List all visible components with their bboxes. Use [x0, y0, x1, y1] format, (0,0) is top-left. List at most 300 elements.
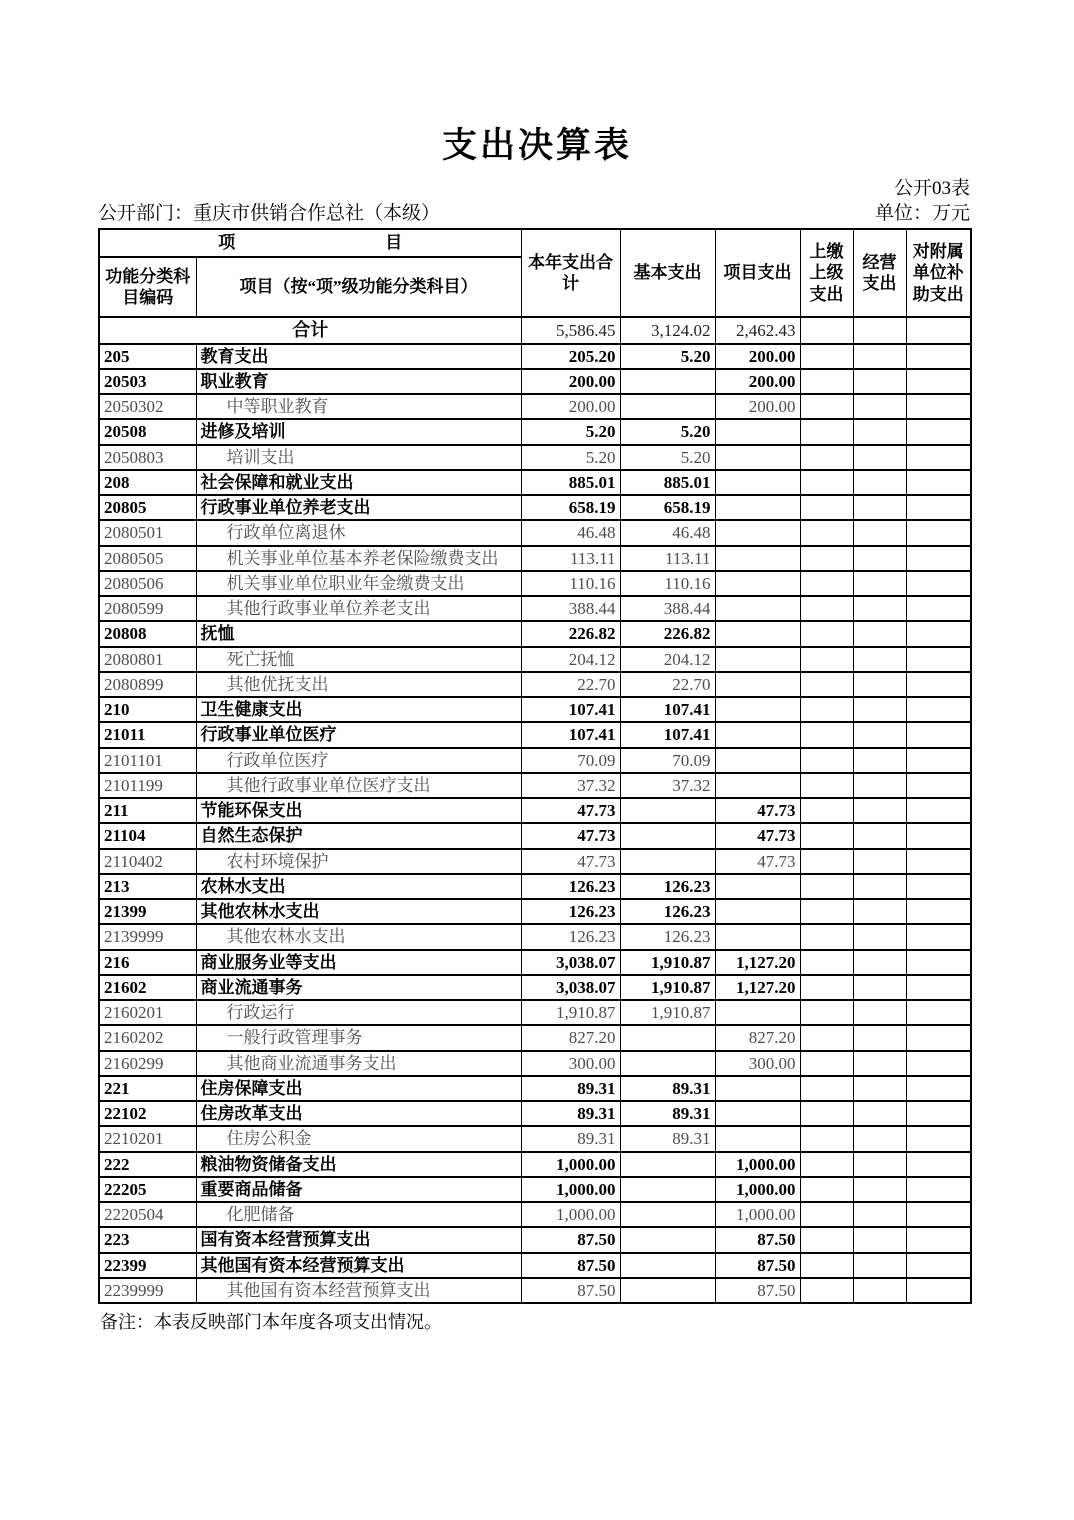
header-upper: 上缴上级支出 — [800, 229, 853, 317]
row-total-value: 200.00 — [521, 369, 620, 394]
row-subsidy-value — [906, 419, 971, 444]
row-subsidy-value — [906, 672, 971, 697]
row-basic-value — [620, 369, 715, 394]
row-total-value: 89.31 — [521, 1126, 620, 1151]
row-item-name: 住房公积金 — [196, 1126, 521, 1151]
row-subsidy-value — [906, 1101, 971, 1126]
row-basic-value — [620, 1152, 715, 1177]
row-code: 21011 — [99, 722, 196, 747]
row-code: 211 — [99, 798, 196, 823]
row-upper-value — [800, 647, 853, 672]
row-subsidy-value — [906, 899, 971, 924]
row-operating-value — [853, 1126, 906, 1151]
row-total-value: 5.20 — [521, 419, 620, 444]
row-project-value — [715, 596, 800, 621]
row-item-name: 死亡抚恤 — [196, 647, 521, 672]
row-subsidy-value — [906, 1025, 971, 1050]
row-total-value: 126.23 — [521, 899, 620, 924]
row-item-name: 其他国有资本经营预算支出 — [196, 1253, 521, 1278]
total-row-operating-value — [853, 317, 906, 344]
row-upper-value — [800, 950, 853, 975]
row-project-value — [715, 470, 800, 495]
row-subsidy-value — [906, 1177, 971, 1202]
header-item-group-left: 项 — [218, 233, 236, 253]
total-row-total-value: 5,586.45 — [521, 317, 620, 344]
row-total-value: 113.11 — [521, 546, 620, 571]
table-row — [99, 899, 971, 924]
row-code: 2220504 — [99, 1202, 196, 1227]
row-item-name: 培训支出 — [196, 445, 521, 470]
row-basic-value — [620, 849, 715, 874]
row-operating-value — [853, 596, 906, 621]
row-item-name: 重要商品储备 — [196, 1177, 521, 1202]
row-operating-value — [853, 849, 906, 874]
table-row — [99, 470, 971, 495]
row-item-name: 其他农林水支出 — [196, 899, 521, 924]
table-row — [99, 950, 971, 975]
row-code: 2101199 — [99, 773, 196, 798]
row-basic-value: 5.20 — [620, 419, 715, 444]
table-row — [99, 571, 971, 596]
table-row — [99, 1177, 971, 1202]
row-operating-value — [853, 1051, 906, 1076]
row-subsidy-value — [906, 924, 971, 949]
row-item-name: 商业流通事务 — [196, 975, 521, 1000]
row-upper-value — [800, 495, 853, 520]
row-code: 22205 — [99, 1177, 196, 1202]
header-basic: 基本支出 — [620, 229, 715, 317]
row-upper-value — [800, 445, 853, 470]
row-upper-value — [800, 1227, 853, 1252]
row-basic-value — [620, 1202, 715, 1227]
row-item-name: 抚恤 — [196, 621, 521, 646]
row-project-value: 87.50 — [715, 1227, 800, 1252]
row-subsidy-value — [906, 1000, 971, 1025]
row-upper-value — [800, 1076, 853, 1101]
row-project-value — [715, 647, 800, 672]
row-code: 21399 — [99, 899, 196, 924]
row-code: 2080599 — [99, 596, 196, 621]
row-basic-value — [620, 1025, 715, 1050]
header-subsidy: 对附属单位补助支出 — [906, 229, 971, 317]
table-row — [99, 495, 971, 520]
row-item-name: 国有资本经营预算支出 — [196, 1227, 521, 1252]
row-subsidy-value — [906, 571, 971, 596]
row-upper-value — [800, 1101, 853, 1126]
table-body — [99, 317, 971, 1303]
row-operating-value — [853, 798, 906, 823]
table-row — [99, 975, 971, 1000]
row-project-value: 47.73 — [715, 823, 800, 848]
header-project: 项目支出 — [715, 229, 800, 317]
row-item-name: 其他行政事业单位医疗支出 — [196, 773, 521, 798]
row-total-value: 89.31 — [521, 1076, 620, 1101]
row-upper-value — [800, 1278, 853, 1303]
table-row — [99, 1101, 971, 1126]
row-project-value: 1,000.00 — [715, 1202, 800, 1227]
row-upper-value — [800, 344, 853, 369]
header-total: 本年支出合计 — [521, 229, 620, 317]
row-total-value: 47.73 — [521, 849, 620, 874]
row-basic-value: 89.31 — [620, 1126, 715, 1151]
row-basic-value: 107.41 — [620, 697, 715, 722]
row-project-value — [715, 546, 800, 571]
row-total-value: 300.00 — [521, 1051, 620, 1076]
row-total-value: 226.82 — [521, 621, 620, 646]
row-project-value — [715, 1101, 800, 1126]
table-row — [99, 520, 971, 545]
row-item-name: 机关事业单位基本养老保险缴费支出 — [196, 546, 521, 571]
row-item-name: 行政事业单位医疗 — [196, 722, 521, 747]
row-upper-value — [800, 874, 853, 899]
total-row-label: 合计 — [99, 317, 521, 344]
row-item-name: 住房保障支出 — [196, 1076, 521, 1101]
row-project-value — [715, 899, 800, 924]
row-basic-value — [620, 1051, 715, 1076]
row-project-value — [715, 697, 800, 722]
row-project-value: 200.00 — [715, 394, 800, 419]
row-subsidy-value — [906, 1278, 971, 1303]
row-upper-value — [800, 369, 853, 394]
row-operating-value — [853, 773, 906, 798]
table-header — [99, 229, 971, 317]
row-item-name: 其他农林水支出 — [196, 924, 521, 949]
row-total-value: 126.23 — [521, 924, 620, 949]
row-item-name: 粮油物资储备支出 — [196, 1152, 521, 1177]
table-row — [99, 1227, 971, 1252]
row-total-value: 3,038.07 — [521, 950, 620, 975]
row-code: 21104 — [99, 823, 196, 848]
row-item-name: 行政运行 — [196, 1000, 521, 1025]
table-row — [99, 369, 971, 394]
row-total-value: 107.41 — [521, 697, 620, 722]
row-basic-value: 388.44 — [620, 596, 715, 621]
row-subsidy-value — [906, 369, 971, 394]
row-item-name: 商业服务业等支出 — [196, 950, 521, 975]
row-item-name: 节能环保支出 — [196, 798, 521, 823]
row-subsidy-value — [906, 546, 971, 571]
table-row — [99, 697, 971, 722]
row-operating-value — [853, 823, 906, 848]
row-total-value: 827.20 — [521, 1025, 620, 1050]
row-subsidy-value — [906, 849, 971, 874]
row-upper-value — [800, 419, 853, 444]
row-subsidy-value — [906, 344, 971, 369]
row-total-value: 388.44 — [521, 596, 620, 621]
row-item-name: 农村环境保护 — [196, 849, 521, 874]
row-item-name: 卫生健康支出 — [196, 697, 521, 722]
total-row — [99, 317, 971, 344]
row-total-value: 89.31 — [521, 1101, 620, 1126]
row-upper-value — [800, 823, 853, 848]
row-operating-value — [853, 722, 906, 747]
row-total-value: 1,000.00 — [521, 1202, 620, 1227]
row-subsidy-value — [906, 1126, 971, 1151]
row-operating-value — [853, 621, 906, 646]
row-upper-value — [800, 1202, 853, 1227]
row-total-value: 205.20 — [521, 344, 620, 369]
row-basic-value — [620, 798, 715, 823]
row-basic-value — [620, 1278, 715, 1303]
row-operating-value — [853, 697, 906, 722]
row-basic-value: 126.23 — [620, 874, 715, 899]
row-upper-value — [800, 470, 853, 495]
table-row — [99, 647, 971, 672]
header-item-group-right: 目 — [385, 233, 403, 253]
row-operating-value — [853, 546, 906, 571]
row-code: 223 — [99, 1227, 196, 1252]
row-operating-value — [853, 672, 906, 697]
row-basic-value — [620, 1177, 715, 1202]
row-total-value: 22.70 — [521, 672, 620, 697]
table-code-label: 公开03表 — [893, 178, 970, 199]
row-basic-value: 126.23 — [620, 924, 715, 949]
row-subsidy-value — [906, 520, 971, 545]
row-total-value: 46.48 — [521, 520, 620, 545]
row-total-value: 1,000.00 — [521, 1177, 620, 1202]
row-operating-value — [853, 1202, 906, 1227]
row-code: 222 — [99, 1152, 196, 1177]
row-item-name: 自然生态保护 — [196, 823, 521, 848]
table-row — [99, 924, 971, 949]
row-basic-value: 22.70 — [620, 672, 715, 697]
row-project-value — [715, 1000, 800, 1025]
row-total-value: 70.09 — [521, 748, 620, 773]
row-project-value — [715, 748, 800, 773]
row-upper-value — [800, 621, 853, 646]
row-project-value — [715, 495, 800, 520]
table-row — [99, 849, 971, 874]
row-total-value: 87.50 — [521, 1253, 620, 1278]
row-operating-value — [853, 344, 906, 369]
row-total-value: 126.23 — [521, 874, 620, 899]
row-code: 2101101 — [99, 748, 196, 773]
row-code: 2080899 — [99, 672, 196, 697]
row-project-value: 1,000.00 — [715, 1177, 800, 1202]
row-subsidy-value — [906, 1227, 971, 1252]
row-item-name: 教育支出 — [196, 344, 521, 369]
row-project-value: 1,000.00 — [715, 1152, 800, 1177]
row-operating-value — [853, 1076, 906, 1101]
meta-line — [98, 202, 970, 225]
row-operating-value — [853, 748, 906, 773]
row-subsidy-value — [906, 596, 971, 621]
row-basic-value: 658.19 — [620, 495, 715, 520]
row-upper-value — [800, 596, 853, 621]
row-basic-value: 1,910.87 — [620, 950, 715, 975]
table-row — [99, 1253, 971, 1278]
row-project-value: 300.00 — [715, 1051, 800, 1076]
row-project-value: 1,127.20 — [715, 975, 800, 1000]
total-row-upper-value — [800, 317, 853, 344]
header-item: 项目（按“项”级功能分类科目） — [196, 257, 521, 317]
row-basic-value: 5.20 — [620, 445, 715, 470]
row-project-value — [715, 1126, 800, 1151]
row-code: 20503 — [99, 369, 196, 394]
row-basic-value: 1,910.87 — [620, 1000, 715, 1025]
row-basic-value: 113.11 — [620, 546, 715, 571]
row-upper-value — [800, 1000, 853, 1025]
row-code: 2080801 — [99, 647, 196, 672]
row-total-value: 5.20 — [521, 445, 620, 470]
row-upper-value — [800, 899, 853, 924]
row-operating-value — [853, 445, 906, 470]
row-project-value — [715, 924, 800, 949]
table-row — [99, 748, 971, 773]
row-project-value: 827.20 — [715, 1025, 800, 1050]
row-basic-value: 89.31 — [620, 1076, 715, 1101]
row-basic-value: 46.48 — [620, 520, 715, 545]
row-subsidy-value — [906, 621, 971, 646]
row-project-value — [715, 419, 800, 444]
table-row — [99, 1051, 971, 1076]
row-code: 205 — [99, 344, 196, 369]
row-basic-value: 1,910.87 — [620, 975, 715, 1000]
row-code: 2160299 — [99, 1051, 196, 1076]
row-code: 20508 — [99, 419, 196, 444]
row-basic-value: 226.82 — [620, 621, 715, 646]
header-operating: 经营支出 — [853, 229, 906, 317]
row-operating-value — [853, 520, 906, 545]
header-item-group — [99, 229, 521, 257]
row-basic-value — [620, 823, 715, 848]
row-code: 20805 — [99, 495, 196, 520]
row-subsidy-value — [906, 470, 971, 495]
row-operating-value — [853, 924, 906, 949]
row-code: 2160201 — [99, 1000, 196, 1025]
row-project-value: 47.73 — [715, 798, 800, 823]
row-operating-value — [853, 975, 906, 1000]
row-total-value: 200.00 — [521, 394, 620, 419]
row-total-value: 110.16 — [521, 571, 620, 596]
table-row — [99, 1152, 971, 1177]
row-code: 2080505 — [99, 546, 196, 571]
row-upper-value — [800, 722, 853, 747]
table-row — [99, 546, 971, 571]
row-item-name: 其他优抚支出 — [196, 672, 521, 697]
row-subsidy-value — [906, 798, 971, 823]
table-row — [99, 1202, 971, 1227]
table-row — [99, 773, 971, 798]
row-basic-value — [620, 1227, 715, 1252]
row-project-value: 200.00 — [715, 369, 800, 394]
row-subsidy-value — [906, 823, 971, 848]
row-item-name: 社会保障和就业支出 — [196, 470, 521, 495]
row-basic-value: 204.12 — [620, 647, 715, 672]
row-subsidy-value — [906, 647, 971, 672]
row-operating-value — [853, 1278, 906, 1303]
table-row — [99, 722, 971, 747]
row-project-value — [715, 773, 800, 798]
row-total-value: 87.50 — [521, 1278, 620, 1303]
row-code: 2050803 — [99, 445, 196, 470]
row-total-value: 1,910.87 — [521, 1000, 620, 1025]
row-project-value — [715, 571, 800, 596]
table-row — [99, 596, 971, 621]
table-row — [99, 1076, 971, 1101]
row-project-value: 1,127.20 — [715, 950, 800, 975]
row-item-name: 职业教育 — [196, 369, 521, 394]
table-row — [99, 621, 971, 646]
table-row — [99, 344, 971, 369]
row-operating-value — [853, 419, 906, 444]
row-operating-value — [853, 1177, 906, 1202]
row-code: 20808 — [99, 621, 196, 646]
row-basic-value: 107.41 — [620, 722, 715, 747]
row-code: 210 — [99, 697, 196, 722]
row-basic-value: 885.01 — [620, 470, 715, 495]
table-row — [99, 823, 971, 848]
row-upper-value — [800, 697, 853, 722]
table-row — [99, 1126, 971, 1151]
row-subsidy-value — [906, 697, 971, 722]
row-subsidy-value — [906, 722, 971, 747]
row-code: 213 — [99, 874, 196, 899]
row-operating-value — [853, 1025, 906, 1050]
total-row-basic-value: 3,124.02 — [620, 317, 715, 344]
page-title: 支出决算表 — [441, 126, 632, 166]
row-basic-value: 37.32 — [620, 773, 715, 798]
row-upper-value — [800, 571, 853, 596]
row-item-name: 住房改革支出 — [196, 1101, 521, 1126]
row-subsidy-value — [906, 874, 971, 899]
row-upper-value — [800, 672, 853, 697]
row-upper-value — [800, 773, 853, 798]
row-item-name: 行政单位离退休 — [196, 520, 521, 545]
row-subsidy-value — [906, 773, 971, 798]
expenditure-table — [98, 228, 972, 1304]
row-item-name: 行政事业单位养老支出 — [196, 495, 521, 520]
row-operating-value — [853, 1227, 906, 1252]
row-operating-value — [853, 647, 906, 672]
row-item-name: 化肥储备 — [196, 1202, 521, 1227]
row-operating-value — [853, 369, 906, 394]
header-code: 功能分类科目编码 — [99, 257, 196, 317]
row-project-value: 87.50 — [715, 1278, 800, 1303]
row-code: 22399 — [99, 1253, 196, 1278]
row-operating-value — [853, 470, 906, 495]
row-subsidy-value — [906, 394, 971, 419]
row-total-value: 37.32 — [521, 773, 620, 798]
row-upper-value — [800, 1126, 853, 1151]
row-upper-value — [800, 924, 853, 949]
row-code: 2139999 — [99, 924, 196, 949]
row-subsidy-value — [906, 1202, 971, 1227]
row-item-name: 机关事业单位职业年金缴费支出 — [196, 571, 521, 596]
row-project-value: 87.50 — [715, 1253, 800, 1278]
row-basic-value: 5.20 — [620, 344, 715, 369]
row-code: 2050302 — [99, 394, 196, 419]
table-row — [99, 1278, 971, 1303]
row-code: 2080501 — [99, 520, 196, 545]
row-total-value: 3,038.07 — [521, 975, 620, 1000]
row-subsidy-value — [906, 1076, 971, 1101]
row-basic-value: 70.09 — [620, 748, 715, 773]
row-project-value — [715, 1076, 800, 1101]
row-code: 2239999 — [99, 1278, 196, 1303]
table-row — [99, 419, 971, 444]
row-basic-value — [620, 394, 715, 419]
row-code: 2110402 — [99, 849, 196, 874]
row-upper-value — [800, 1253, 853, 1278]
row-project-value — [715, 672, 800, 697]
row-subsidy-value — [906, 1051, 971, 1076]
row-operating-value — [853, 874, 906, 899]
row-total-value: 1,000.00 — [521, 1152, 620, 1177]
row-upper-value — [800, 520, 853, 545]
row-subsidy-value — [906, 1152, 971, 1177]
row-item-name: 中等职业教育 — [196, 394, 521, 419]
